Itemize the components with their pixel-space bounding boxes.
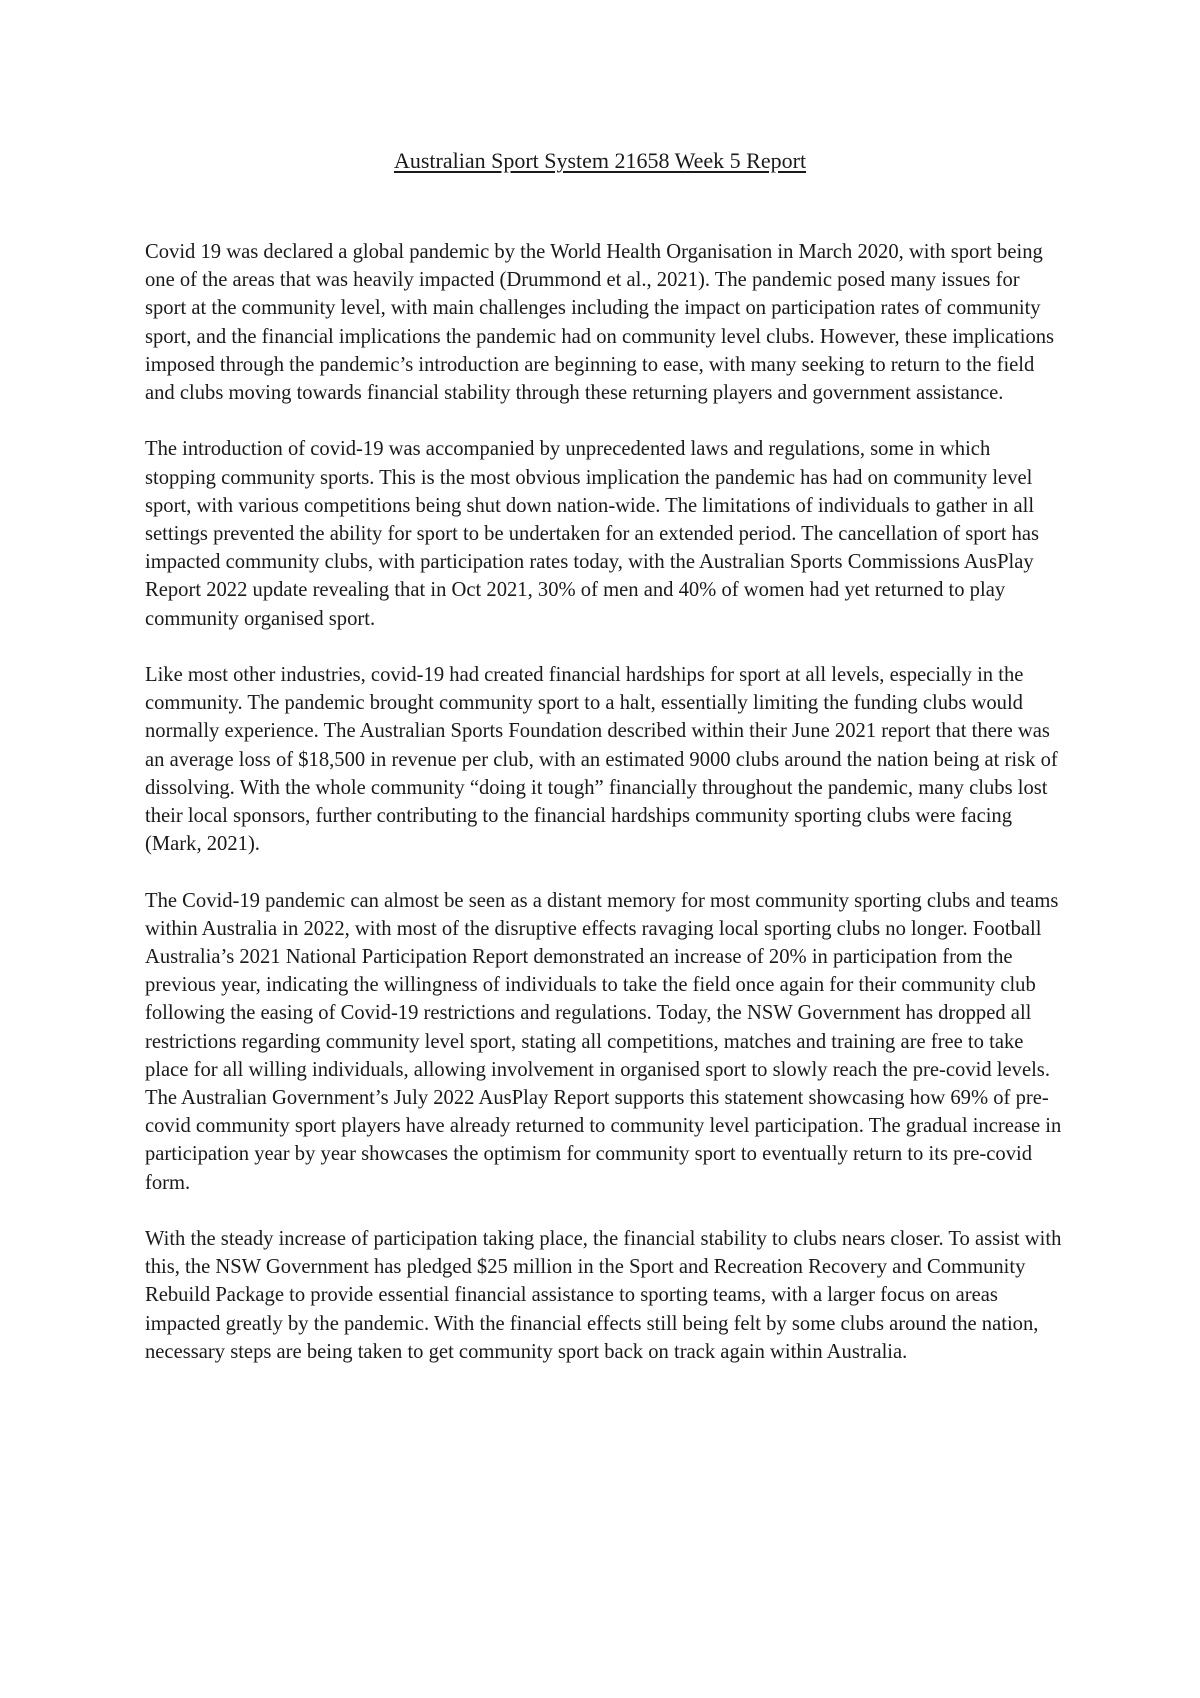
paragraph-recovery-participation: The Covid-19 pandemic can almost be seen as a distant memory for most community sporting clubs and teams within Australia in 2022, with most of the disruptive effects ravaging local sporting clubs no longer. Football Australia’s 2021 National Participation Report demonstrated an increase of 20% in participation from the previous year, indicating the willingness of individuals to take the field once again for their community club following the easing of Covid-19 restrictions and regulations. Today, the NSW Government has dropped all restrictions regarding community level sport, stating all competitions, matches and training are free to take place for all willing individuals, allowing involvement in organised sport to slowly reach the pre-covid levels. The Australian Government’s July 2022 AusPlay Report supports this statement showcasing how 69% of pre-covid community sport players have already returned to community level participation. The gradual increase in participation year by year showcases the optimism for community sport to eventually return to its pre-covid form. bbox=[145, 889, 1062, 1194]
paragraph-laws-regulations: The introduction of covid-19 was accompanied by unprecedented laws and regulations, some in which stopping community sports. This is the most obvious implication the pandemic has had on community level sport, with various competitions being shut down nation-wide. The limitations of individuals to gather in all settings prevented the ability for sport to be undertaken for an extended period. The cancellation of sport has impacted community clubs, with participation rates today, with the Australian Sports Commissions AusPlay Report 2022 update revealing that in Oct 2021, 30% of men and 40% of women had yet returned to play community organised sport. bbox=[145, 438, 1040, 630]
paragraph-covid-declaration: Covid 19 was declared a global pandemic by the World Health Organisation in March 2020, with sport being one of the areas that was heavily impacted (Drummond et al., 2021). The pandemic posed many issues for sport at the community level, with main challenges including the impact on participation rates of community sport, and the financial implications the pandemic had on community level clubs. However, these implications imposed through the pandemic’s introduction are beginning to ease, with many seeking to return to the field and clubs moving towards financial stability through these returning players and government assistance. bbox=[145, 241, 1055, 405]
document-body bbox=[145, 238, 1065, 1394]
paragraph-financial-stability: With the steady increase of participation taking place, the financial stability to clubs nears closer. To assist with this, the NSW Government has pledged $25 million in the Sport and Recreation Recovery and Community Rebuild Package to provide essential financial assistance to sporting teams, with a larger focus on areas impacted greatly by the pandemic. With the financial effects still being felt by some clubs around the nation, necessary steps are being taken to get community sport back on track again within Australia. bbox=[145, 1228, 1062, 1363]
document-title: Australian Sport System 21658 Week 5 Report bbox=[393, 148, 807, 173]
paragraph-financial-hardships: Like most other industries, covid-19 had created financial hardships for sport at all levels, especially in the community. The pandemic brought community sport to a halt, essentially limiting the funding clubs would normally experience. The Australian Sports Foundation described within their June 2021 report that there was an average loss of $18,500 in revenue per club, with an estimated 9000 clubs around the nation being at risk of dissolving. With the whole community “doing it tough” financially throughout the pandemic, many clubs lost their local sponsors, further contributing to the financial hardships community sporting clubs were facing (Mark, 2021). bbox=[145, 664, 1058, 856]
